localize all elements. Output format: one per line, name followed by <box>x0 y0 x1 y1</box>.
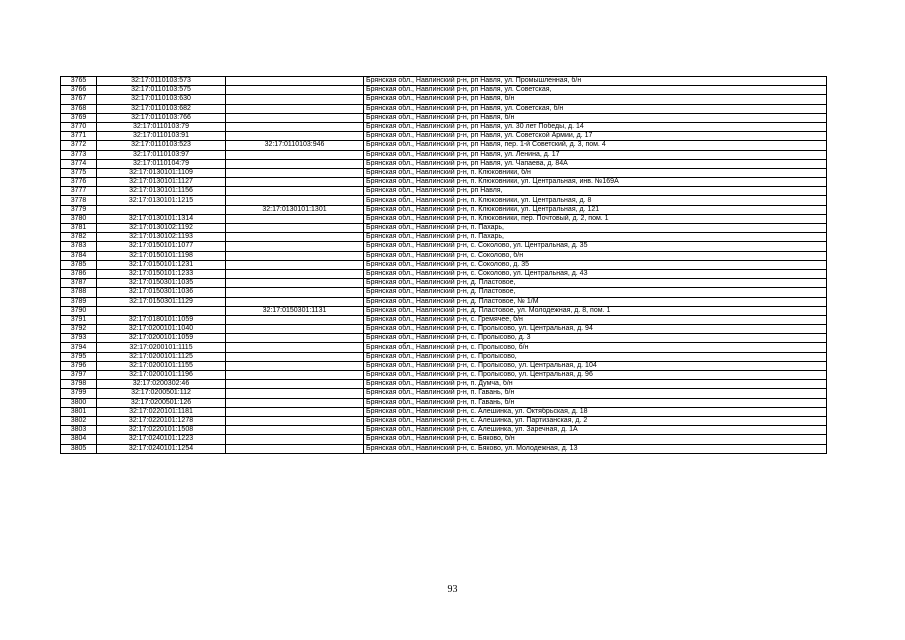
cadastral-number-cell: 32:17:0200101:1155 <box>97 361 226 370</box>
table-row <box>61 178 827 187</box>
related-cadastral-number-cell <box>226 361 364 370</box>
table-row <box>61 315 827 324</box>
address-cell: Брянская обл., Навлинский р-н, с. Алешинка, ул. Заречная, д. 1А <box>364 426 827 435</box>
cadastral-number-cell: 32:17:0130102:1192 <box>97 224 226 233</box>
row-number-cell: 3796 <box>61 361 97 370</box>
row-number-cell: 3792 <box>61 325 97 334</box>
table-row <box>61 389 827 398</box>
table-row <box>61 224 827 233</box>
table-row <box>61 334 827 343</box>
row-number-cell: 3801 <box>61 407 97 416</box>
cadastral-number-cell: 32:17:0110103:630 <box>97 95 226 104</box>
related-cadastral-number-cell <box>226 325 364 334</box>
row-number-cell: 3770 <box>61 122 97 131</box>
row-number-cell: 3773 <box>61 150 97 159</box>
address-cell: Брянская обл., Навлинский р-н, п. Клюковники, ул. Центральная, д. 121 <box>364 205 827 214</box>
related-cadastral-number-cell <box>226 371 364 380</box>
cadastral-number-cell: 32:17:0130101:1314 <box>97 214 226 223</box>
table-row <box>61 260 827 269</box>
table-row <box>61 279 827 288</box>
address-cell: Брянская обл., Навлинский р-н, рп Навля, ул. Чапаева, д. 84А <box>364 159 827 168</box>
table-row <box>61 86 827 95</box>
cadastral-number-cell: 32:17:0110103:91 <box>97 132 226 141</box>
row-number-cell: 3798 <box>61 380 97 389</box>
address-cell: Брянская обл., Навлинский р-н, с. Пролысово, б/н <box>364 343 827 352</box>
row-number-cell: 3789 <box>61 297 97 306</box>
table-row <box>61 444 827 453</box>
table-row <box>61 269 827 278</box>
table-row <box>61 251 827 260</box>
address-cell: Брянская обл., Навлинский р-н, рп Навля, ул. Советской Армии, д. 17 <box>364 132 827 141</box>
cadastral-number-cell: 32:17:0110103:573 <box>97 77 226 86</box>
table-row <box>61 352 827 361</box>
cadastral-number-cell: 32:17:0110103:523 <box>97 141 226 150</box>
address-cell: Брянская обл., Навлинский р-н, с. Соколово, д. 35 <box>364 260 827 269</box>
cadastral-number-cell: 32:17:0150301:1129 <box>97 297 226 306</box>
address-cell: Брянская обл., Навлинский р-н, с. Алешинка, ул. Октябрьская, д. 18 <box>364 407 827 416</box>
related-cadastral-number-cell <box>226 352 364 361</box>
cadastral-number-cell: 32:17:0150101:1231 <box>97 260 226 269</box>
table-row <box>61 132 827 141</box>
cadastral-number-cell: 32:17:0200101:1125 <box>97 352 226 361</box>
related-cadastral-number-cell <box>226 315 364 324</box>
row-number-cell: 3805 <box>61 444 97 453</box>
related-cadastral-number-cell <box>226 407 364 416</box>
table-row <box>61 205 827 214</box>
cadastral-number-cell: 32:17:0200101:1196 <box>97 371 226 380</box>
address-cell: Брянская обл., Навлинский р-н, д. Пластовое, <box>364 288 827 297</box>
related-cadastral-number-cell <box>226 104 364 113</box>
row-number-cell: 3779 <box>61 205 97 214</box>
address-cell: Брянская обл., Навлинский р-н, с. Пролысово, ул. Центральная, д. 96 <box>364 371 827 380</box>
row-number-cell: 3802 <box>61 416 97 425</box>
row-number-cell: 3803 <box>61 426 97 435</box>
table-row <box>61 104 827 113</box>
table-row <box>61 380 827 389</box>
related-cadastral-number-cell <box>226 95 364 104</box>
related-cadastral-number-cell <box>226 398 364 407</box>
table-row <box>61 242 827 251</box>
table-row <box>61 325 827 334</box>
row-number-cell: 3781 <box>61 224 97 233</box>
cadastral-number-cell: 32:17:0110103:575 <box>97 86 226 95</box>
cadastral-number-cell: 32:17:0200101:1059 <box>97 334 226 343</box>
table-row <box>61 361 827 370</box>
address-cell: Брянская обл., Навлинский р-н, п. Гавань, б/н <box>364 389 827 398</box>
address-cell: Брянская обл., Навлинский р-н, п. Думча, б/н <box>364 380 827 389</box>
related-cadastral-number-cell <box>226 269 364 278</box>
related-cadastral-number-cell: 32:17:0130101:1301 <box>226 205 364 214</box>
table-row <box>61 416 827 425</box>
cadastral-number-cell: 32:17:0150101:1077 <box>97 242 226 251</box>
address-cell: Брянская обл., Навлинский р-н, п. Клюковники, пер. Почтовый, д. 2, пом. 1 <box>364 214 827 223</box>
related-cadastral-number-cell <box>226 426 364 435</box>
address-cell: Брянская обл., Навлинский р-н, рп Навля, ул. Советская, <box>364 86 827 95</box>
related-cadastral-number-cell <box>226 159 364 168</box>
related-cadastral-number-cell <box>226 214 364 223</box>
table-row <box>61 297 827 306</box>
table-row <box>61 214 827 223</box>
cadastral-number-cell: 32:17:0200302:46 <box>97 380 226 389</box>
row-number-cell: 3804 <box>61 435 97 444</box>
related-cadastral-number-cell <box>226 196 364 205</box>
address-cell: Брянская обл., Навлинский р-н, с. Бяково, б/н <box>364 435 827 444</box>
cadastral-number-cell: 32:17:0240101:1223 <box>97 435 226 444</box>
address-cell: Брянская обл., Навлинский р-н, рп Навля, б/н <box>364 113 827 122</box>
related-cadastral-number-cell <box>226 334 364 343</box>
page-number: 93 <box>447 584 458 595</box>
row-number-cell: 3783 <box>61 242 97 251</box>
row-number-cell: 3791 <box>61 315 97 324</box>
address-cell: Брянская обл., Навлинский р-н, рп Навля, <box>364 187 827 196</box>
cadastral-number-cell: 32:17:0130101:1109 <box>97 168 226 177</box>
row-number-cell: 3790 <box>61 306 97 315</box>
cadastral-number-cell: 32:17:0240101:1254 <box>97 444 226 453</box>
row-number-cell: 3777 <box>61 187 97 196</box>
row-number-cell: 3775 <box>61 168 97 177</box>
table-row <box>61 141 827 150</box>
row-number-cell: 3799 <box>61 389 97 398</box>
cadastral-number-cell: 32:17:0200101:1115 <box>97 343 226 352</box>
address-cell: Брянская обл., Навлинский р-н, с. Гремячее, б/н <box>364 315 827 324</box>
related-cadastral-number-cell: 32:17:0150301:1131 <box>226 306 364 315</box>
related-cadastral-number-cell <box>226 122 364 131</box>
row-number-cell: 3795 <box>61 352 97 361</box>
cadastral-number-cell: 32:17:0110103:79 <box>97 122 226 131</box>
table-row <box>61 426 827 435</box>
related-cadastral-number-cell <box>226 168 364 177</box>
related-cadastral-number-cell <box>226 242 364 251</box>
address-cell: Брянская обл., Навлинский р-н, п. Клюковники, ул. Центральная, инв. №169А <box>364 178 827 187</box>
related-cadastral-number-cell <box>226 251 364 260</box>
table-row <box>61 95 827 104</box>
row-number-cell: 3794 <box>61 343 97 352</box>
row-number-cell: 3782 <box>61 233 97 242</box>
related-cadastral-number-cell <box>226 132 364 141</box>
row-number-cell: 3800 <box>61 398 97 407</box>
address-cell: Брянская обл., Навлинский р-н, д. Пластовое, <box>364 279 827 288</box>
related-cadastral-number-cell <box>226 444 364 453</box>
row-number-cell: 3765 <box>61 77 97 86</box>
table-row <box>61 150 827 159</box>
row-number-cell: 3784 <box>61 251 97 260</box>
address-cell: Брянская обл., Навлинский р-н, рп Навля, пер. 1-й Советский, д. 3, пом. 4 <box>364 141 827 150</box>
cadastral-number-cell: 32:17:0150101:1233 <box>97 269 226 278</box>
address-cell: Брянская обл., Навлинский р-н, п. Клюковники, ул. Центральная, д. 8 <box>364 196 827 205</box>
cadastral-number-cell: 32:17:0110103:766 <box>97 113 226 122</box>
cadastral-number-cell: 32:17:0220101:1181 <box>97 407 226 416</box>
address-cell: Брянская обл., Навлинский р-н, рп Навля, ул. Советская, б/н <box>364 104 827 113</box>
table-row <box>61 122 827 131</box>
cadastral-number-cell: 32:17:0200501:112 <box>97 389 226 398</box>
table-row <box>61 343 827 352</box>
row-number-cell: 3787 <box>61 279 97 288</box>
related-cadastral-number-cell <box>226 178 364 187</box>
related-cadastral-number-cell <box>226 416 364 425</box>
address-cell: Брянская обл., Навлинский р-н, с. Пролысово, ул. Центральная, д. 104 <box>364 361 827 370</box>
related-cadastral-number-cell: 32:17:0110103:946 <box>226 141 364 150</box>
table-row <box>61 306 827 315</box>
row-number-cell: 3768 <box>61 104 97 113</box>
cadastral-number-cell: 32:17:0130101:1215 <box>97 196 226 205</box>
row-number-cell: 3786 <box>61 269 97 278</box>
row-number-cell: 3797 <box>61 371 97 380</box>
address-cell: Брянская обл., Навлинский р-н, п. Пахарь, <box>364 233 827 242</box>
related-cadastral-number-cell <box>226 187 364 196</box>
address-cell: Брянская обл., Навлинский р-н, д. Пластовое, ул. Молодежная, д. 8, пом. 1 <box>364 306 827 315</box>
row-number-cell: 3793 <box>61 334 97 343</box>
related-cadastral-number-cell <box>226 77 364 86</box>
address-cell: Брянская обл., Навлинский р-н, с. Пролысово, ул. Центральная, д. 94 <box>364 325 827 334</box>
related-cadastral-number-cell <box>226 288 364 297</box>
row-number-cell: 3776 <box>61 178 97 187</box>
table-row <box>61 159 827 168</box>
related-cadastral-number-cell <box>226 389 364 398</box>
address-cell: Брянская обл., Навлинский р-н, рп Навля, ул. Промышленная, б/н <box>364 77 827 86</box>
address-cell: Брянская обл., Навлинский р-н, с. Соколово, ул. Центральная, д. 35 <box>364 242 827 251</box>
related-cadastral-number-cell <box>226 224 364 233</box>
row-number-cell: 3785 <box>61 260 97 269</box>
cadastral-number-cell: 32:17:0180101:1059 <box>97 315 226 324</box>
related-cadastral-number-cell <box>226 113 364 122</box>
row-number-cell: 3772 <box>61 141 97 150</box>
row-number-cell: 3780 <box>61 214 97 223</box>
address-cell: Брянская обл., Навлинский р-н, с. Соколово, б/н <box>364 251 827 260</box>
related-cadastral-number-cell <box>226 150 364 159</box>
cadastral-number-cell: 32:17:0200101:1040 <box>97 325 226 334</box>
row-number-cell: 3766 <box>61 86 97 95</box>
related-cadastral-number-cell <box>226 435 364 444</box>
table-row <box>61 435 827 444</box>
table-row <box>61 407 827 416</box>
cadastral-number-cell: 32:17:0130102:1193 <box>97 233 226 242</box>
cadastral-number-cell: 32:17:0130101:1156 <box>97 187 226 196</box>
address-cell: Брянская обл., Навлинский р-н, п. Пахарь, <box>364 224 827 233</box>
table-row <box>61 168 827 177</box>
address-cell: Брянская обл., Навлинский р-н, с. Алешинка, ул. Партизанская, д. 2 <box>364 416 827 425</box>
table-row <box>61 77 827 86</box>
related-cadastral-number-cell <box>226 343 364 352</box>
cadastral-number-cell: 32:17:0150301:1035 <box>97 279 226 288</box>
address-cell: Брянская обл., Навлинский р-н, рп Навля, б/н <box>364 95 827 104</box>
table-row <box>61 196 827 205</box>
address-cell: Брянская обл., Навлинский р-н, с. Пролысово, <box>364 352 827 361</box>
row-number-cell: 3778 <box>61 196 97 205</box>
cadastral-number-cell: 32:17:0220101:1278 <box>97 416 226 425</box>
related-cadastral-number-cell <box>226 279 364 288</box>
cadastral-number-cell: 32:17:0200501:126 <box>97 398 226 407</box>
address-cell: Брянская обл., Навлинский р-н, с. Соколово, ул. Центральная, д. 43 <box>364 269 827 278</box>
cadastral-number-cell <box>97 205 226 214</box>
related-cadastral-number-cell <box>226 86 364 95</box>
cadastral-number-cell: 32:17:0130101:1127 <box>97 178 226 187</box>
cadastral-number-cell: 32:17:0150301:1036 <box>97 288 226 297</box>
cadastral-number-cell: 32:17:0110103:97 <box>97 150 226 159</box>
address-cell: Брянская обл., Навлинский р-н, д. Пластовое, № 1/М <box>364 297 827 306</box>
row-number-cell: 3767 <box>61 95 97 104</box>
property-registry-table <box>60 76 827 454</box>
related-cadastral-number-cell <box>226 380 364 389</box>
address-cell: Брянская обл., Навлинский р-н, с. Пролысово, д. 3 <box>364 334 827 343</box>
row-number-cell: 3774 <box>61 159 97 168</box>
table-row <box>61 398 827 407</box>
related-cadastral-number-cell <box>226 260 364 269</box>
address-cell: Брянская обл., Навлинский р-н, рп Навля, ул. Ленина, д. 17 <box>364 150 827 159</box>
address-cell: Брянская обл., Навлинский р-н, рп Навля, ул. 30 лет Победы, д. 14 <box>364 122 827 131</box>
address-cell: Брянская обл., Навлинский р-н, п. Гавань, б/н <box>364 398 827 407</box>
table-row <box>61 113 827 122</box>
cadastral-number-cell: 32:17:0110104:79 <box>97 159 226 168</box>
cadastral-number-cell: 32:17:0220101:1508 <box>97 426 226 435</box>
row-number-cell: 3769 <box>61 113 97 122</box>
table-row <box>61 187 827 196</box>
table-row <box>61 233 827 242</box>
table-row <box>61 371 827 380</box>
related-cadastral-number-cell <box>226 297 364 306</box>
cadastral-number-cell: 32:17:0110103:682 <box>97 104 226 113</box>
related-cadastral-number-cell <box>226 233 364 242</box>
row-number-cell: 3788 <box>61 288 97 297</box>
row-number-cell: 3771 <box>61 132 97 141</box>
cadastral-number-cell: 32:17:0150101:1198 <box>97 251 226 260</box>
cadastral-number-cell <box>97 306 226 315</box>
address-cell: Брянская обл., Навлинский р-н, п. Клюковники, б/н <box>364 168 827 177</box>
address-cell: Брянская обл., Навлинский р-н, с. Бяково, ул. Молодежная, д. 13 <box>364 444 827 453</box>
registry-table-body <box>61 77 827 454</box>
table-row <box>61 288 827 297</box>
